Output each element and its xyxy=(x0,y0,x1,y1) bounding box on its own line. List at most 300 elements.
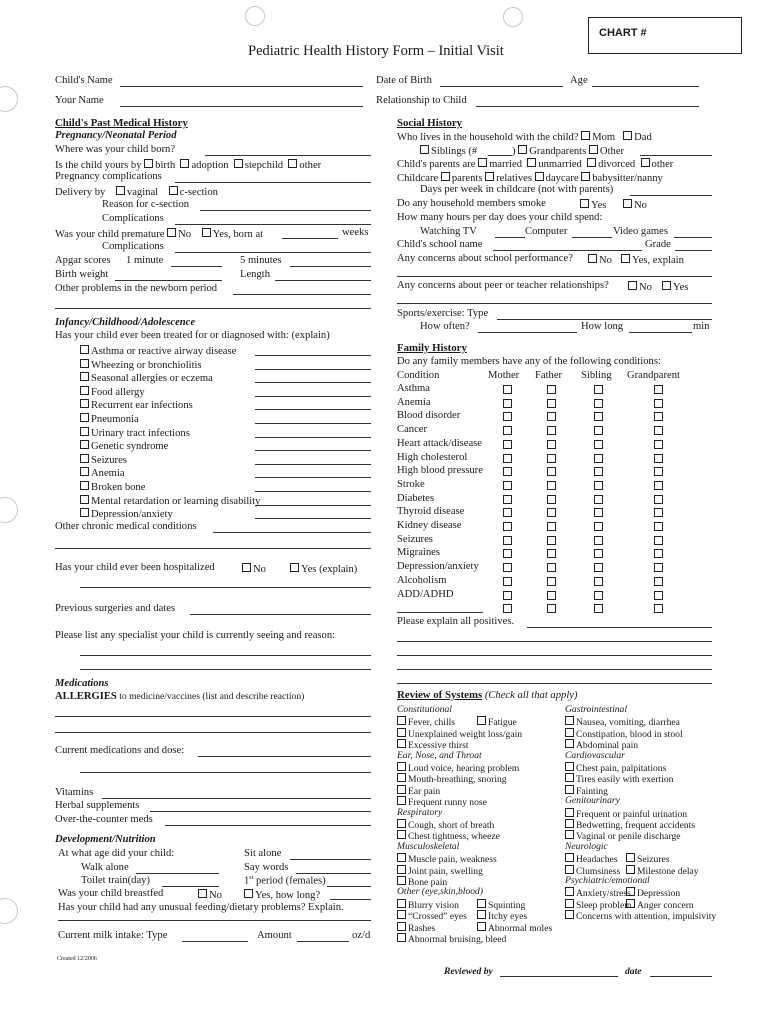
ros-left-item-14-box[interactable] xyxy=(397,865,406,874)
ros-right-item-7-box[interactable] xyxy=(565,785,574,794)
milk-type-field[interactable] xyxy=(182,941,248,942)
checkbox-square[interactable] xyxy=(503,591,512,600)
where-born-field[interactable] xyxy=(205,155,371,156)
period-field[interactable] xyxy=(327,886,371,887)
family-condition-1-col-3-checkbox[interactable] xyxy=(654,399,665,412)
family-condition-15-col-0-checkbox[interactable] xyxy=(503,591,514,604)
infancy-item-5-checkbox[interactable] xyxy=(80,413,139,426)
allergies-field-2[interactable] xyxy=(55,732,371,733)
ros-left-item-17a-checkbox[interactable] xyxy=(397,899,459,911)
infancy-item-8-box[interactable] xyxy=(80,454,89,463)
checkbox-square[interactable] xyxy=(654,426,663,435)
family-condition-8-col-2-checkbox[interactable] xyxy=(594,495,605,508)
checkbox-square[interactable] xyxy=(594,591,603,600)
family-condition-2-col-3-checkbox[interactable] xyxy=(654,412,665,425)
ros-right-item-6-checkbox[interactable] xyxy=(565,773,673,785)
ros-right-item-1-checkbox[interactable] xyxy=(565,716,680,728)
checkbox-square[interactable] xyxy=(654,563,663,572)
infancy-item-12-checkbox[interactable] xyxy=(80,508,173,521)
infancy-item-2-box[interactable] xyxy=(80,372,89,381)
checkbox-square[interactable] xyxy=(503,604,512,613)
checkbox-square[interactable] xyxy=(503,399,512,408)
checkbox-square[interactable] xyxy=(503,440,512,449)
family-condition-7-col-1-checkbox[interactable] xyxy=(547,481,558,494)
explain-positives-field-2[interactable] xyxy=(397,641,712,642)
family-condition-16-col-0-checkbox[interactable] xyxy=(503,604,514,617)
checkbox-square[interactable] xyxy=(594,563,603,572)
peer-explain-field[interactable] xyxy=(397,303,712,304)
infancy-item-11-field[interactable] xyxy=(255,505,371,506)
checkbox-square[interactable] xyxy=(594,481,603,490)
ros-right-item-17b-box[interactable] xyxy=(626,899,635,908)
checkbox-square[interactable] xyxy=(503,385,512,394)
checkbox-square[interactable] xyxy=(654,536,663,545)
family-condition-6-col-1-checkbox[interactable] xyxy=(547,467,558,480)
family-condition-9-col-1-checkbox[interactable] xyxy=(547,508,558,521)
infancy-item-4-box[interactable] xyxy=(80,399,89,408)
other-checkbox[interactable]: other xyxy=(288,160,321,171)
chart-number-box[interactable] xyxy=(588,17,742,54)
school-yes-checkbox[interactable]: Yes, explain xyxy=(621,254,684,267)
ros-left-item-6-box[interactable] xyxy=(397,773,406,782)
ros-left-item-14-checkbox[interactable] xyxy=(397,865,483,877)
hosp-yes-checkbox[interactable]: Yes (explain) xyxy=(290,563,357,576)
family-condition-3-col-3-checkbox[interactable] xyxy=(654,426,665,439)
mom-checkbox[interactable]: Mom xyxy=(581,132,615,143)
infancy-item-9-checkbox[interactable] xyxy=(80,467,125,480)
ros-left-item-6-checkbox[interactable] xyxy=(397,773,507,785)
apgar-5-field[interactable] xyxy=(290,266,371,267)
breastfed-field[interactable] xyxy=(330,899,371,900)
cc-daycare-checkbox[interactable]: daycare xyxy=(535,173,579,184)
family-condition-1-col-0-checkbox[interactable] xyxy=(503,399,514,412)
family-condition-14-col-1-checkbox[interactable] xyxy=(547,577,558,590)
checkbox-square[interactable] xyxy=(547,522,556,531)
family-condition-9-col-0-checkbox[interactable] xyxy=(503,508,514,521)
family-condition-5-col-2-checkbox[interactable] xyxy=(594,454,605,467)
how-long-field[interactable] xyxy=(629,332,692,333)
checkbox-square[interactable] xyxy=(654,481,663,490)
dob-field[interactable] xyxy=(440,86,563,87)
ros-right-item-2-checkbox[interactable] xyxy=(565,728,683,740)
infancy-item-0-field[interactable] xyxy=(255,355,371,356)
ros-right-item-9-box[interactable] xyxy=(565,808,574,817)
apgar-1-field[interactable] xyxy=(171,266,222,267)
vitamins-field[interactable] xyxy=(102,798,371,799)
family-condition-0-col-2-checkbox[interactable] xyxy=(594,385,605,398)
siblings-count-field[interactable] xyxy=(488,155,512,156)
premature-yes-checkbox[interactable]: Yes, born at xyxy=(202,229,263,240)
infancy-item-7-box[interactable] xyxy=(80,440,89,449)
checkbox-square[interactable] xyxy=(654,522,663,531)
ros-right-item-18-checkbox[interactable] xyxy=(565,910,716,922)
age-field[interactable] xyxy=(592,86,699,87)
ros-left-item-10-box[interactable] xyxy=(397,819,406,828)
cc-parents-checkbox[interactable]: parents xyxy=(441,173,483,184)
complications2-field[interactable] xyxy=(175,252,371,253)
walk-field[interactable] xyxy=(136,873,219,874)
checkbox-square[interactable] xyxy=(503,495,512,504)
other-chronic-field[interactable] xyxy=(213,532,371,533)
checkbox-square[interactable] xyxy=(594,522,603,531)
explain-positives-field-3[interactable] xyxy=(397,655,712,656)
csection-checkbox[interactable]: c-section xyxy=(169,187,218,198)
checkbox-square[interactable] xyxy=(594,385,603,394)
checkbox-square[interactable] xyxy=(654,454,663,463)
lives-other-field[interactable] xyxy=(640,155,712,156)
explain-positives-field-1[interactable] xyxy=(527,627,712,628)
grandparents-checkbox[interactable]: Grandparents xyxy=(518,146,586,157)
checkbox-square[interactable] xyxy=(654,495,663,504)
checkbox-square[interactable] xyxy=(547,440,556,449)
infancy-item-6-box[interactable] xyxy=(80,427,89,436)
infancy-item-12-box[interactable] xyxy=(80,508,89,517)
herbal-field[interactable] xyxy=(150,811,371,812)
ros-right-item-13b-checkbox[interactable] xyxy=(626,853,670,865)
infancy-item-3-checkbox[interactable] xyxy=(80,386,145,399)
checkbox-square[interactable] xyxy=(503,454,512,463)
birth-checkbox[interactable]: birth xyxy=(144,160,175,171)
infancy-item-12-field[interactable] xyxy=(255,518,371,519)
ros-right-item-10-box[interactable] xyxy=(565,819,574,828)
feeding-field[interactable] xyxy=(58,920,371,921)
checkbox-square[interactable] xyxy=(503,481,512,490)
hospitalized-field[interactable] xyxy=(80,587,371,588)
infancy-item-1-field[interactable] xyxy=(255,369,371,370)
ros-left-item-18b-checkbox[interactable] xyxy=(477,910,527,922)
ros-right-item-16a-box[interactable] xyxy=(565,887,574,896)
checkbox-square[interactable] xyxy=(547,467,556,476)
family-condition-9-col-2-checkbox[interactable] xyxy=(594,508,605,521)
ros-left-item-17b-box[interactable] xyxy=(477,899,486,908)
ros-right-item-10-checkbox[interactable] xyxy=(565,819,695,831)
checkbox-square[interactable] xyxy=(547,591,556,600)
family-condition-0-col-1-checkbox[interactable] xyxy=(547,385,558,398)
infancy-item-5-field[interactable] xyxy=(255,423,371,424)
checkbox-square[interactable] xyxy=(654,467,663,476)
family-condition-4-col-3-checkbox[interactable] xyxy=(654,440,665,453)
family-condition-3-col-2-checkbox[interactable] xyxy=(594,426,605,439)
family-condition-4-col-0-checkbox[interactable] xyxy=(503,440,514,453)
ros-right-item-13a-box[interactable] xyxy=(565,853,574,862)
family-condition-8-col-3-checkbox[interactable] xyxy=(654,495,665,508)
family-condition-16-col-1-checkbox[interactable] xyxy=(547,604,558,617)
ros-left-item-18a-checkbox[interactable] xyxy=(397,910,467,922)
ros-right-item-13b-box[interactable] xyxy=(626,853,635,862)
family-condition-12-col-0-checkbox[interactable] xyxy=(503,549,514,562)
ros-left-item-10-checkbox[interactable] xyxy=(397,819,494,831)
ros-right-item-14b-box[interactable] xyxy=(626,865,635,874)
explain-positives-field-4[interactable] xyxy=(397,669,712,670)
ros-left-item-8-box[interactable] xyxy=(397,796,406,805)
checkbox-square[interactable] xyxy=(654,549,663,558)
school-field[interactable] xyxy=(493,250,642,251)
toilet-field[interactable] xyxy=(162,886,219,887)
ros-left-item-19b-checkbox[interactable] xyxy=(477,922,552,934)
checkbox-square[interactable] xyxy=(594,495,603,504)
checkbox-square[interactable] xyxy=(654,385,663,394)
family-condition-14-col-3-checkbox[interactable] xyxy=(654,577,665,590)
adoption-checkbox[interactable]: adoption xyxy=(180,160,228,171)
specialist-field-1[interactable] xyxy=(80,655,371,656)
family-condition-15-col-3-checkbox[interactable] xyxy=(654,591,665,604)
infancy-item-3-field[interactable] xyxy=(255,396,371,397)
ros-right-item-17a-checkbox[interactable] xyxy=(565,899,632,911)
ros-left-item-19a-box[interactable] xyxy=(397,922,406,931)
family-condition-12-col-3-checkbox[interactable] xyxy=(654,549,665,562)
ros-right-item-3-box[interactable] xyxy=(565,739,574,748)
family-condition-11-col-1-checkbox[interactable] xyxy=(547,536,558,549)
smoke-yes-checkbox[interactable]: Yes xyxy=(580,199,606,212)
checkbox-square[interactable] xyxy=(503,549,512,558)
parents-other-checkbox[interactable]: other xyxy=(641,159,674,170)
checkbox-square[interactable] xyxy=(594,412,603,421)
infancy-item-8-checkbox[interactable] xyxy=(80,454,127,467)
infancy-item-0-box[interactable] xyxy=(80,345,89,354)
infancy-item-6-field[interactable] xyxy=(255,437,371,438)
family-condition-7-col-2-checkbox[interactable] xyxy=(594,481,605,494)
ros-right-item-16b-box[interactable] xyxy=(626,887,635,896)
surgeries-field[interactable] xyxy=(190,614,371,615)
infancy-item-10-box[interactable] xyxy=(80,481,89,490)
family-condition-13-col-3-checkbox[interactable] xyxy=(654,563,665,576)
explain-positives-field-5[interactable] xyxy=(397,683,712,684)
checkbox-square[interactable] xyxy=(503,563,512,572)
checkbox-square[interactable] xyxy=(654,508,663,517)
family-condition-16-col-3-checkbox[interactable] xyxy=(654,604,665,617)
infancy-item-5-box[interactable] xyxy=(80,413,89,422)
grade-field[interactable] xyxy=(675,250,712,251)
infancy-item-10-field[interactable] xyxy=(255,491,371,492)
infancy-item-11-box[interactable] xyxy=(80,495,89,504)
ros-right-item-5-checkbox[interactable] xyxy=(565,762,666,774)
cc-relatives-checkbox[interactable]: relatives xyxy=(485,173,532,184)
ros-right-item-2-box[interactable] xyxy=(565,728,574,737)
infancy-item-10-checkbox[interactable] xyxy=(80,481,145,494)
review-date-field[interactable] xyxy=(650,976,712,977)
other-newborn-field[interactable] xyxy=(233,294,371,295)
checkbox-square[interactable] xyxy=(503,467,512,476)
infancy-item-11-checkbox[interactable] xyxy=(80,495,260,508)
ros-left-item-2-checkbox[interactable] xyxy=(397,728,522,740)
checkbox-square[interactable] xyxy=(547,412,556,421)
checkbox-square[interactable] xyxy=(503,412,512,421)
family-condition-5-col-0-checkbox[interactable] xyxy=(503,454,514,467)
your-name-field[interactable] xyxy=(120,106,363,107)
ros-left-item-19b-box[interactable] xyxy=(477,922,486,931)
checkbox-square[interactable] xyxy=(594,577,603,586)
days-childcare-field[interactable] xyxy=(630,195,712,196)
family-condition-13-col-2-checkbox[interactable] xyxy=(594,563,605,576)
preg-complications-field[interactable] xyxy=(175,182,371,183)
dad-checkbox[interactable]: Dad xyxy=(623,132,652,143)
vaginal-checkbox[interactable]: vaginal xyxy=(116,187,158,198)
infancy-item-0-checkbox[interactable] xyxy=(80,345,236,358)
family-condition-10-col-0-checkbox[interactable] xyxy=(503,522,514,535)
family-condition-7-col-0-checkbox[interactable] xyxy=(503,481,514,494)
family-condition-10-col-3-checkbox[interactable] xyxy=(654,522,665,535)
ros-left-item-18a-box[interactable] xyxy=(397,910,406,919)
family-condition-8-col-0-checkbox[interactable] xyxy=(503,495,514,508)
family-condition-12-col-1-checkbox[interactable] xyxy=(547,549,558,562)
ros-left-item-17a-box[interactable] xyxy=(397,899,406,908)
ros-left-item-1a-box[interactable] xyxy=(397,716,406,725)
infancy-item-9-box[interactable] xyxy=(80,467,89,476)
stepchild-checkbox[interactable]: stepchild xyxy=(234,160,283,171)
ros-right-item-13a-checkbox[interactable] xyxy=(565,853,618,865)
checkbox-square[interactable] xyxy=(594,454,603,463)
family-condition-14-col-0-checkbox[interactable] xyxy=(503,577,514,590)
specialist-field-2[interactable] xyxy=(80,669,371,670)
checkbox-square[interactable] xyxy=(503,508,512,517)
infancy-item-1-box[interactable] xyxy=(80,359,89,368)
ros-right-item-6-box[interactable] xyxy=(565,773,574,782)
checkbox-square[interactable] xyxy=(594,604,603,613)
family-condition-1-col-2-checkbox[interactable] xyxy=(594,399,605,412)
checkbox-square[interactable] xyxy=(547,399,556,408)
cc-babysitter-checkbox[interactable]: babysitter/nanny xyxy=(581,173,663,184)
family-blank-condition-field[interactable] xyxy=(397,612,483,613)
ros-right-item-17a-box[interactable] xyxy=(565,899,574,908)
lives-other-checkbox[interactable]: Other xyxy=(589,146,624,157)
family-condition-0-col-3-checkbox[interactable] xyxy=(654,385,665,398)
child-name-field[interactable] xyxy=(120,86,363,87)
infancy-item-6-checkbox[interactable] xyxy=(80,427,190,440)
smoke-no-checkbox[interactable]: No xyxy=(623,199,647,212)
allergies-field-1[interactable] xyxy=(55,716,371,717)
checkbox-square[interactable] xyxy=(594,399,603,408)
checkbox-square[interactable] xyxy=(594,440,603,449)
checkbox-square[interactable] xyxy=(547,385,556,394)
reason-csection-field[interactable] xyxy=(200,210,371,211)
ros-left-item-3-box[interactable] xyxy=(397,739,406,748)
infancy-item-4-field[interactable] xyxy=(255,409,371,410)
ros-left-item-1b-box[interactable] xyxy=(477,716,486,725)
sports-field[interactable] xyxy=(497,319,712,320)
ros-right-item-17b-checkbox[interactable] xyxy=(626,899,694,911)
ros-left-item-2-box[interactable] xyxy=(397,728,406,737)
reviewed-by-field[interactable] xyxy=(500,976,618,977)
ros-left-item-20-box[interactable] xyxy=(397,933,406,942)
infancy-item-1-checkbox[interactable] xyxy=(80,359,202,372)
family-condition-16-col-2-checkbox[interactable] xyxy=(594,604,605,617)
ros-left-item-19a-checkbox[interactable] xyxy=(397,922,435,934)
ros-left-item-17b-checkbox[interactable] xyxy=(477,899,525,911)
checkbox-square[interactable] xyxy=(654,399,663,408)
family-condition-9-col-3-checkbox[interactable] xyxy=(654,508,665,521)
school-no-checkbox[interactable]: No xyxy=(588,254,612,267)
tv-field[interactable] xyxy=(495,237,525,238)
family-condition-3-col-1-checkbox[interactable] xyxy=(547,426,558,439)
siblings-checkbox[interactable]: Siblings (# xyxy=(420,146,477,157)
ros-left-item-11-box[interactable] xyxy=(397,830,406,839)
infancy-item-4-checkbox[interactable] xyxy=(80,399,193,412)
checkbox-square[interactable] xyxy=(594,536,603,545)
ros-right-item-1-box[interactable] xyxy=(565,716,574,725)
infancy-item-7-field[interactable] xyxy=(255,450,371,451)
family-condition-12-col-2-checkbox[interactable] xyxy=(594,549,605,562)
other-chronic-field-2[interactable] xyxy=(55,548,371,549)
words-field[interactable] xyxy=(296,873,371,874)
divorced-checkbox[interactable]: divorced xyxy=(587,159,635,170)
family-condition-11-col-0-checkbox[interactable] xyxy=(503,536,514,549)
relationship-field[interactable] xyxy=(476,106,699,107)
infancy-item-2-field[interactable] xyxy=(255,382,371,383)
checkbox-square[interactable] xyxy=(547,604,556,613)
ros-right-item-5-box[interactable] xyxy=(565,762,574,771)
video-field[interactable] xyxy=(674,237,712,238)
family-condition-0-col-0-checkbox[interactable] xyxy=(503,385,514,398)
family-condition-2-col-0-checkbox[interactable] xyxy=(503,412,514,425)
otc-field[interactable] xyxy=(165,825,371,826)
checkbox-square[interactable] xyxy=(654,591,663,600)
premature-weeks-field[interactable] xyxy=(282,238,338,239)
ros-right-item-9-checkbox[interactable] xyxy=(565,808,687,820)
family-condition-5-col-3-checkbox[interactable] xyxy=(654,454,665,467)
family-condition-13-col-1-checkbox[interactable] xyxy=(547,563,558,576)
birth-weight-field[interactable] xyxy=(115,280,222,281)
family-condition-4-col-1-checkbox[interactable] xyxy=(547,440,558,453)
ros-right-item-18-box[interactable] xyxy=(565,910,574,919)
family-condition-11-col-2-checkbox[interactable] xyxy=(594,536,605,549)
ros-left-item-20-checkbox[interactable] xyxy=(397,933,506,945)
checkbox-square[interactable] xyxy=(547,508,556,517)
peer-no-checkbox[interactable]: No xyxy=(628,281,652,294)
premature-no-checkbox[interactable]: No xyxy=(167,229,191,240)
family-condition-2-col-2-checkbox[interactable] xyxy=(594,412,605,425)
length-field[interactable] xyxy=(275,280,371,281)
computer-field[interactable] xyxy=(572,237,612,238)
checkbox-square[interactable] xyxy=(594,426,603,435)
ros-right-item-16a-checkbox[interactable] xyxy=(565,887,631,899)
checkbox-square[interactable] xyxy=(547,454,556,463)
family-condition-10-col-1-checkbox[interactable] xyxy=(547,522,558,535)
family-condition-5-col-1-checkbox[interactable] xyxy=(547,454,558,467)
infancy-item-3-box[interactable] xyxy=(80,386,89,395)
checkbox-square[interactable] xyxy=(547,481,556,490)
married-checkbox[interactable]: married xyxy=(478,159,522,170)
infancy-item-9-field[interactable] xyxy=(255,477,371,478)
checkbox-square[interactable] xyxy=(654,412,663,421)
sit-field[interactable] xyxy=(290,859,371,860)
checkbox-square[interactable] xyxy=(654,440,663,449)
family-condition-6-col-3-checkbox[interactable] xyxy=(654,467,665,480)
family-condition-6-col-0-checkbox[interactable] xyxy=(503,467,514,480)
checkbox-square[interactable] xyxy=(594,549,603,558)
checkbox-square[interactable] xyxy=(547,495,556,504)
checkbox-square[interactable] xyxy=(594,467,603,476)
family-condition-8-col-1-checkbox[interactable] xyxy=(547,495,558,508)
ros-left-item-7-checkbox[interactable] xyxy=(397,785,440,797)
ros-left-item-13-box[interactable] xyxy=(397,853,406,862)
current-meds-field-2[interactable] xyxy=(80,772,371,773)
checkbox-square[interactable] xyxy=(503,536,512,545)
checkbox-square[interactable] xyxy=(547,577,556,586)
checkbox-square[interactable] xyxy=(654,604,663,613)
other-newborn-field-2[interactable] xyxy=(55,308,371,309)
checkbox-square[interactable] xyxy=(594,508,603,517)
family-condition-13-col-0-checkbox[interactable] xyxy=(503,563,514,576)
family-condition-15-col-1-checkbox[interactable] xyxy=(547,591,558,604)
family-condition-4-col-2-checkbox[interactable] xyxy=(594,440,605,453)
infancy-item-2-checkbox[interactable] xyxy=(80,372,213,385)
infancy-item-7-checkbox[interactable] xyxy=(80,440,168,453)
checkbox-square[interactable] xyxy=(503,522,512,531)
current-meds-field[interactable] xyxy=(198,756,371,757)
checkbox-square[interactable] xyxy=(547,426,556,435)
family-condition-14-col-2-checkbox[interactable] xyxy=(594,577,605,590)
family-condition-7-col-3-checkbox[interactable] xyxy=(654,481,665,494)
